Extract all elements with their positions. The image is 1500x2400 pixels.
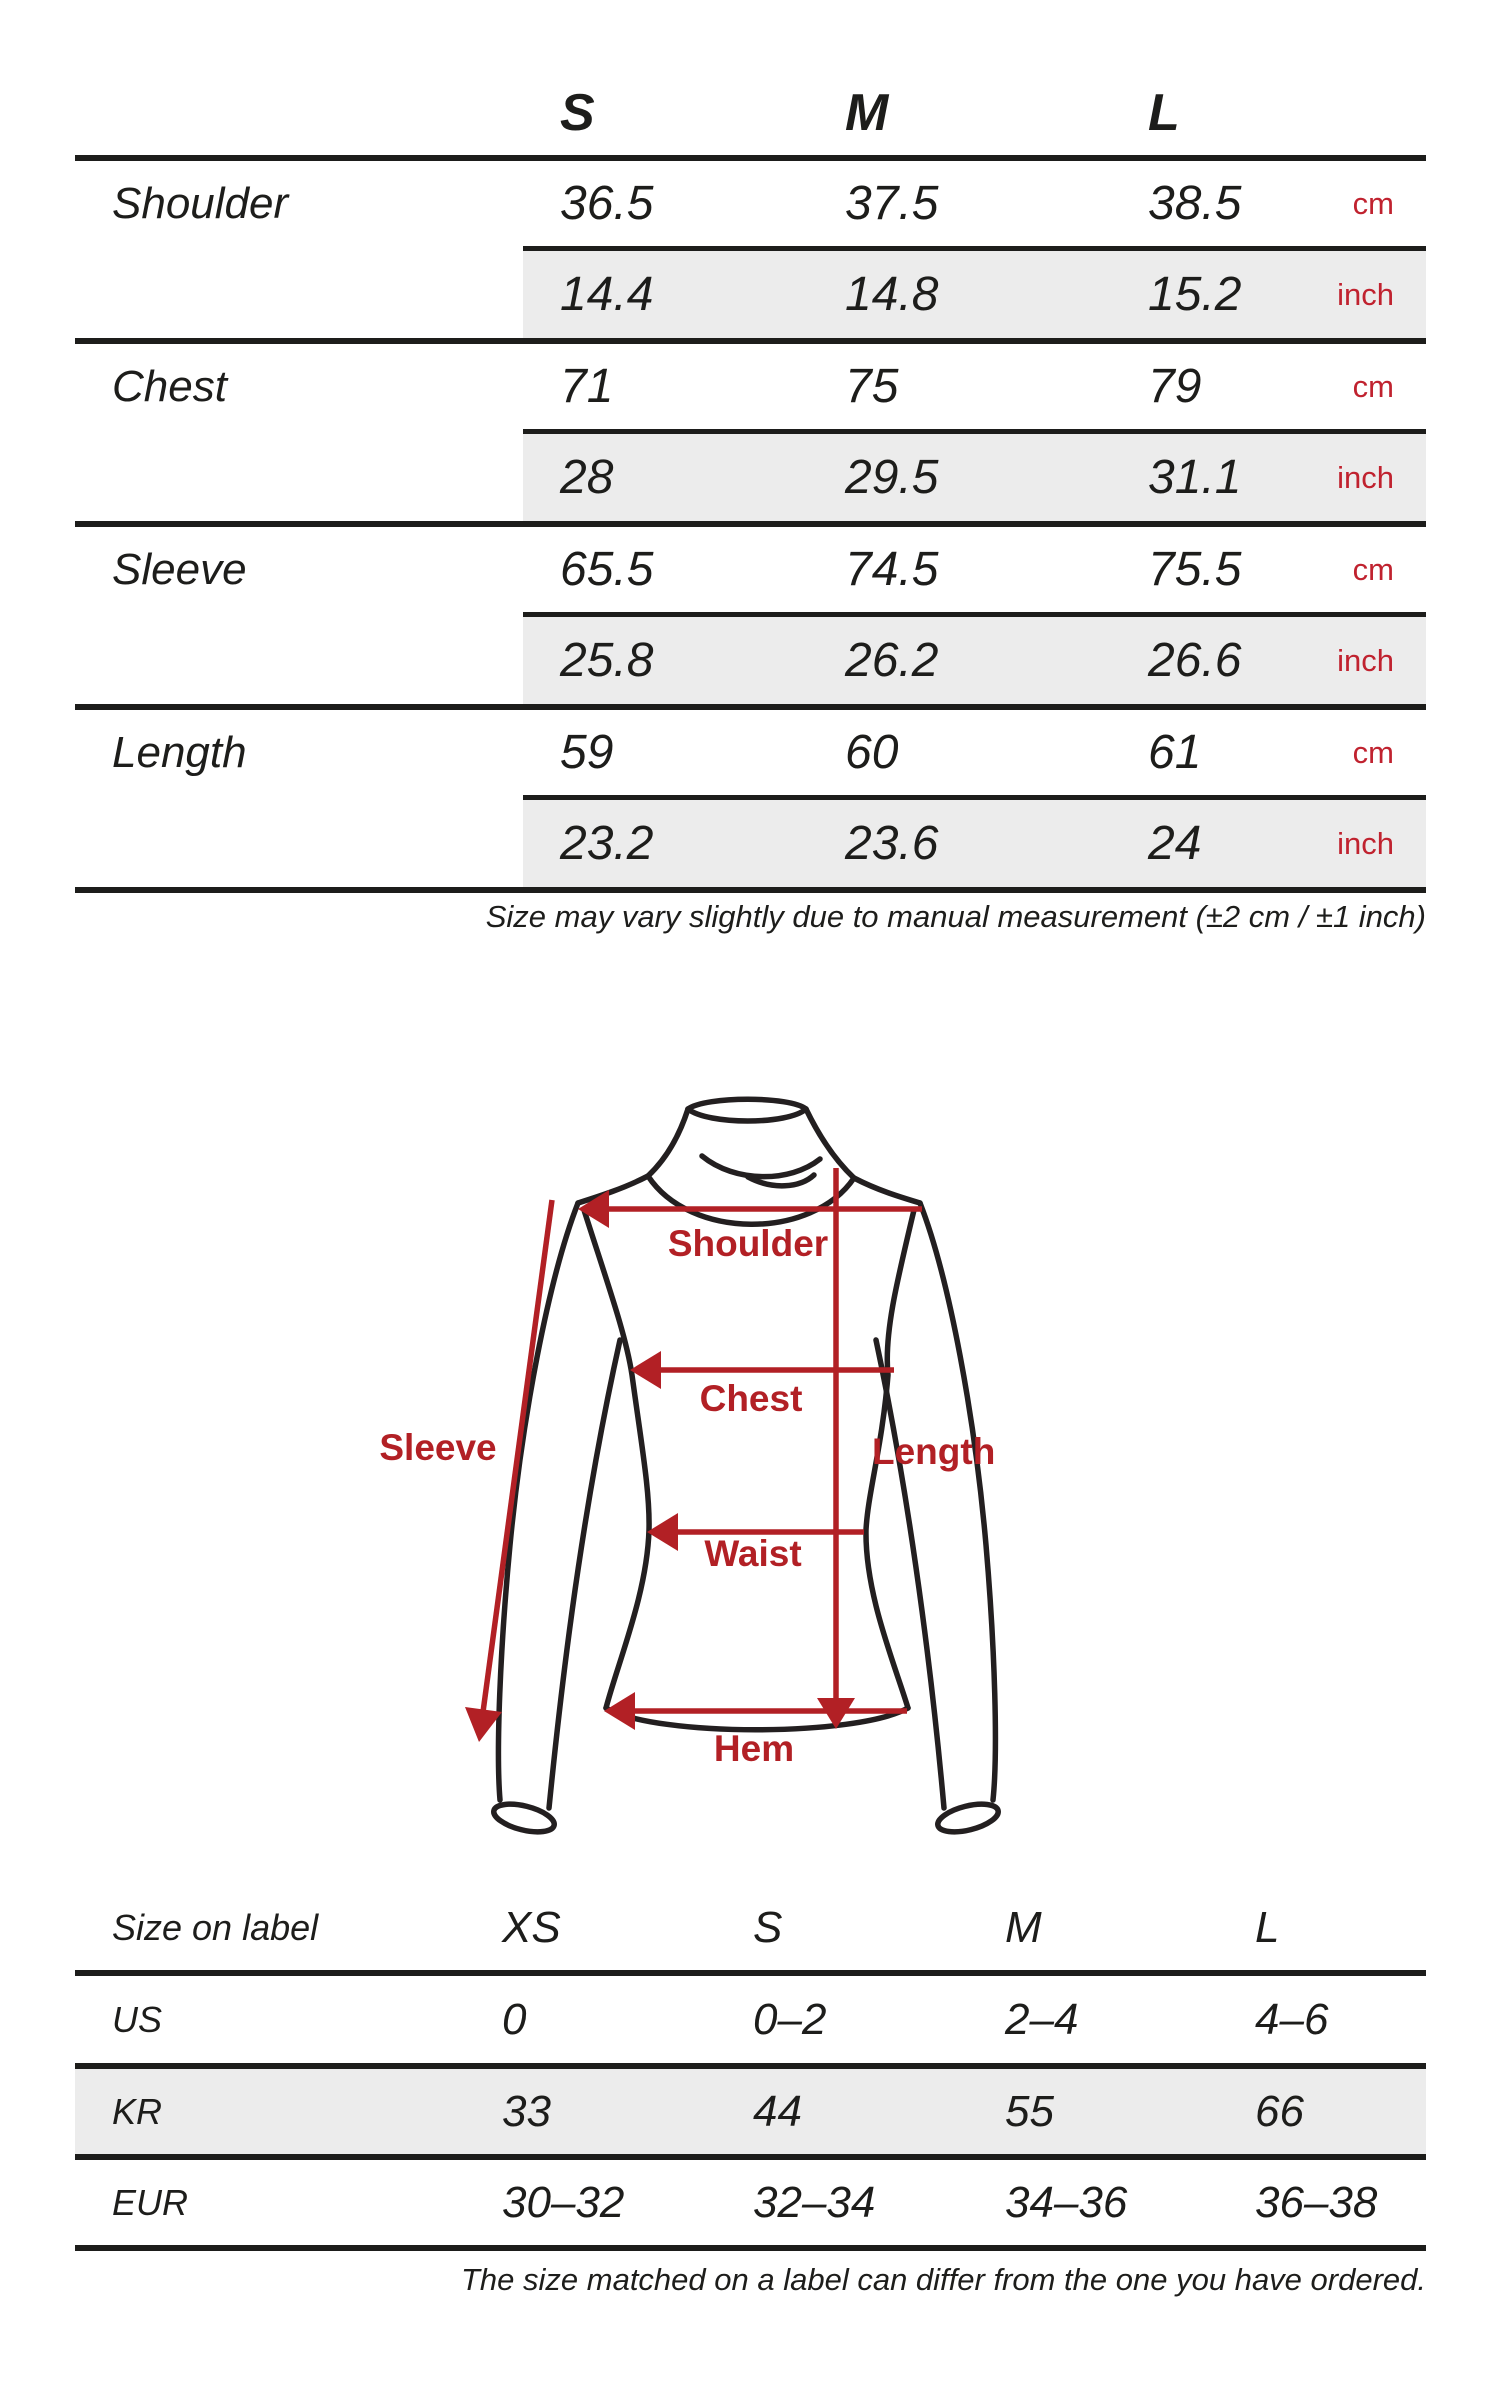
value-cell: 79 [1148, 360, 1202, 413]
value-cell: 15.2 [1148, 268, 1242, 321]
table-row-chest-cm [75, 344, 1426, 429]
unit-label-inch: inch [1337, 459, 1394, 495]
table-rule [75, 887, 1426, 893]
unit-label-inch: inch [1337, 825, 1394, 861]
collar-fold-line [702, 1156, 820, 1177]
value-cell: 34–36 [1005, 2177, 1128, 2227]
gray-band [523, 617, 1426, 704]
left-shoulder-seam [578, 1176, 648, 1203]
unit-label-inch: inch [1337, 276, 1394, 312]
value-cell: 23.2 [560, 817, 654, 870]
table-row-kr [75, 2069, 1426, 2154]
row-label-us: US [112, 1998, 163, 2040]
value-cell: 26.2 [845, 634, 939, 687]
value-cell: 0–2 [753, 1994, 827, 2044]
value-cell: 26.6 [1148, 634, 1242, 687]
diagram-label-chest: Chest [699, 1378, 803, 1419]
value-cell: 75.5 [1148, 543, 1242, 596]
unit-label-cm: cm [1352, 185, 1394, 221]
value-cell: 61 [1148, 726, 1202, 779]
value-cell: 33 [502, 2086, 551, 2136]
gray-band [523, 251, 1426, 338]
value-cell: 24 [1148, 817, 1202, 870]
value-cell: 37.5 [845, 177, 939, 230]
value-cell: 32–34 [753, 2177, 876, 2227]
value-cell: 59 [560, 726, 614, 779]
left-sleeve-inner [549, 1340, 620, 1808]
collar-right-edge [806, 1109, 854, 1178]
right-sleeve-outer [920, 1203, 995, 1800]
value-cell: 25.8 [560, 634, 654, 687]
diagram-label-length: Length [872, 1431, 996, 1472]
collar-opening [688, 1109, 806, 1121]
diagram-label-sleeve: Sleeve [379, 1427, 497, 1468]
value-cell: 60 [845, 726, 899, 779]
table-rule [75, 2245, 1426, 2251]
row-label-length: Length [112, 727, 247, 777]
collar-left-edge [648, 1109, 688, 1176]
gray-band [523, 800, 1426, 887]
value-cell: 65.5 [560, 543, 654, 596]
column-header-xs: XS [502, 1902, 561, 1952]
label-size-table [75, 1885, 1426, 2251]
value-cell: 2–4 [1005, 1994, 1079, 2044]
value-cell: 4–6 [1255, 1994, 1329, 2044]
measurement-table [75, 70, 1426, 893]
table-row-length-cm [75, 710, 1426, 795]
gray-band [523, 434, 1426, 521]
value-cell: 30–32 [502, 2177, 625, 2227]
label-table-header-row [75, 1885, 1426, 1970]
row-label-chest: Chest [112, 361, 227, 411]
unit-label-cm: cm [1352, 551, 1394, 587]
row-label-sleeve: Sleeve [112, 544, 247, 594]
table-row-sleeve-cm [75, 527, 1426, 612]
value-cell: 0 [502, 1994, 527, 2044]
neckline-curve [648, 1176, 854, 1224]
row-label-kr: KR [112, 2090, 163, 2132]
column-header-s: S [753, 1902, 783, 1952]
value-cell: 36.5 [560, 177, 654, 230]
value-cell: 14.4 [560, 268, 654, 321]
value-cell: 14.8 [845, 268, 939, 321]
measurement-note: Size may vary slightly due to manual measurement (±2 cm / ±1 inch) [485, 899, 1426, 934]
row-label-shoulder: Shoulder [112, 178, 289, 228]
value-cell: 74.5 [845, 543, 939, 596]
value-cell: 44 [753, 2086, 802, 2136]
row-label-eur: EUR [112, 2181, 189, 2223]
diagram-label-waist: Waist [704, 1533, 802, 1574]
value-cell: 38.5 [1148, 177, 1242, 230]
label-table-title: Size on label [112, 1906, 319, 1948]
table-row-eur [75, 2160, 1426, 2245]
value-cell: 31.1 [1148, 451, 1242, 504]
unit-label-inch: inch [1337, 642, 1394, 678]
column-header-s: S [560, 83, 595, 142]
label-size-note: The size matched on a label can differ from the one you have ordered. [460, 2262, 1426, 2297]
table-row-shoulder-inch [75, 251, 1426, 338]
column-header-m: M [845, 83, 889, 142]
unit-label-cm: cm [1352, 368, 1394, 404]
column-header-l: L [1255, 1902, 1280, 1952]
value-cell: 55 [1005, 2086, 1054, 2136]
collar-top-rim [688, 1099, 806, 1109]
value-cell: 23.6 [845, 817, 939, 870]
table-row-chest-inch [75, 434, 1426, 521]
unit-label-cm: cm [1352, 734, 1394, 770]
column-header-l: L [1148, 83, 1180, 142]
table-row-sleeve-inch [75, 617, 1426, 704]
table-row-us [75, 1976, 1426, 2063]
table-row-shoulder-cm [75, 161, 1426, 246]
sweater-measurement-diagram [370, 1080, 1030, 1880]
column-header-m: M [1005, 1902, 1042, 1952]
right-shoulder-seam [854, 1178, 920, 1203]
diagram-label-shoulder: Shoulder [667, 1223, 829, 1264]
diagram-label-hem: Hem [713, 1728, 795, 1769]
value-cell: 71 [560, 360, 614, 413]
table-row-length-inch [75, 800, 1426, 887]
value-cell: 75 [845, 360, 899, 413]
measurement-table-header-row [75, 70, 1426, 155]
value-cell: 29.5 [845, 451, 939, 504]
value-cell: 28 [560, 451, 614, 504]
value-cell: 66 [1255, 2086, 1304, 2136]
value-cell: 36–38 [1255, 2177, 1378, 2227]
